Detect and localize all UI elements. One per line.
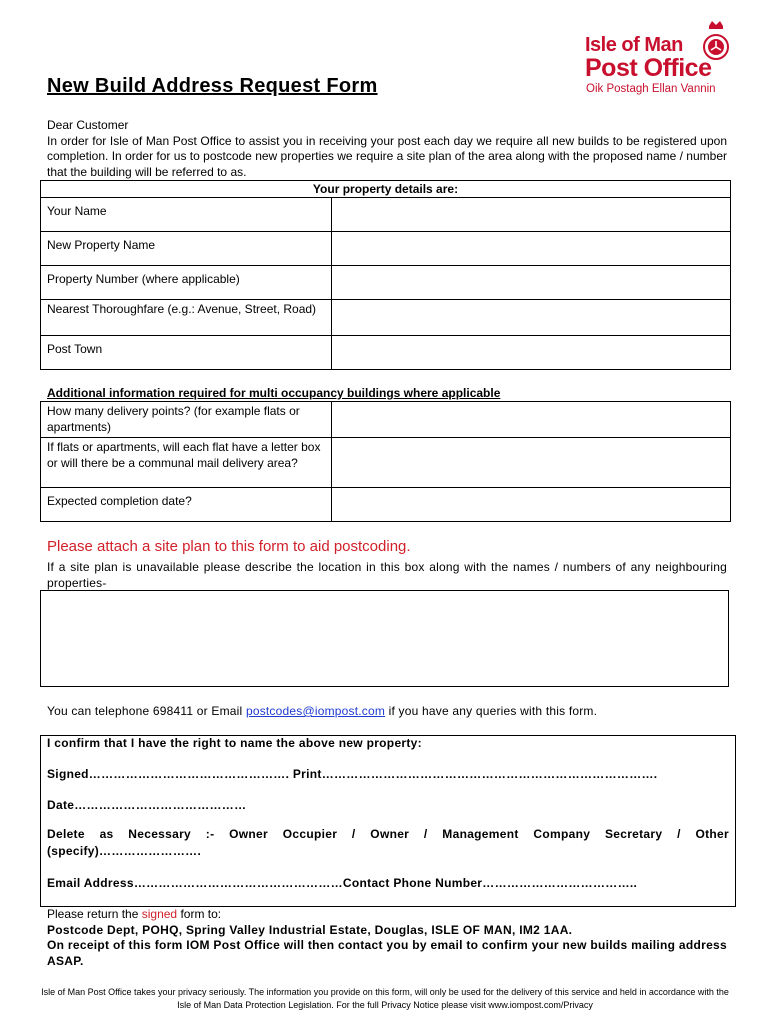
post-office-logo xyxy=(585,20,735,100)
logo-tagline: Oik Postagh Ellan Vannin xyxy=(586,83,716,95)
email-phone-line[interactable]: Email Address……………………………………………Contact Phone Number……………………………….. xyxy=(47,876,638,890)
field-input-thoroughfare[interactable] xyxy=(332,300,731,336)
field-label-your-name: Your Name xyxy=(41,198,332,232)
field-input-completion-date[interactable] xyxy=(332,488,731,522)
multi-occupancy-table xyxy=(40,401,731,522)
contact-text-after: if you have any queries with this form. xyxy=(385,704,598,718)
intro-body: In order for Isle of Man Post Office to assist you in receiving your post each day we require all new builds to be registered upon completion. In order for us to postcode new properties we require a site plan of the area along with the proposed name / number that the building will be referred to as. xyxy=(47,133,727,179)
field-label-post-town: Post Town xyxy=(41,336,332,370)
return-instruction xyxy=(47,907,727,923)
field-input-your-name[interactable] xyxy=(332,198,731,232)
contact-text-before: You can telephone 698411 or Email xyxy=(47,704,246,718)
property-details-table xyxy=(40,180,731,370)
location-description-box[interactable] xyxy=(40,590,729,687)
return-post: form to: xyxy=(177,907,222,921)
field-input-letter-box[interactable] xyxy=(332,438,731,488)
field-label-new-property-name: New Property Name xyxy=(41,232,332,266)
logo-line-1: Isle of Man xyxy=(585,34,683,56)
logo-line-2: Post Office xyxy=(585,54,712,82)
field-input-new-property-name[interactable] xyxy=(332,232,731,266)
confirmation-box xyxy=(40,735,736,907)
confirm-heading: I confirm that I have the right to name the above new property: xyxy=(47,736,422,750)
return-info xyxy=(47,907,727,969)
multi-occupancy-heading: Additional information required for multi occupancy buildings where applicable xyxy=(47,386,501,400)
return-signed: signed xyxy=(141,907,178,921)
field-label-thoroughfare: Nearest Thoroughfare (e.g.: Avenue, Street, Road) xyxy=(41,300,332,336)
delete-as-necessary-line[interactable]: Delete as Necessary :- Owner Occupier / Owner / Management Company Secretary / Other (specify)……………………. xyxy=(47,827,729,858)
field-label-letter-box: If flats or apartments, will each flat have a letter box or will there be a communal mail delivery area? xyxy=(41,438,332,488)
contact-line xyxy=(47,704,597,718)
page-title: New Build Address Request Form xyxy=(47,75,378,97)
privacy-footer: Isle of Man Post Office takes your privacy seriously. The information you provide on this form, will only be used for the delivery of this service and held in accordance with the Isle of Man Data Protection Legislation. For the full Privacy Notice please visit www.iompost.com/Privacy xyxy=(41,987,729,1010)
greeting: Dear Customer xyxy=(47,118,129,132)
signed-print-line[interactable]: Signed…………………………………………. Print………………………………………………………………………. xyxy=(47,767,658,781)
field-input-post-town[interactable] xyxy=(332,336,731,370)
site-plan-description: If a site plan is unavailable please describe the location in this box along with the names / numbers of any neighbouring properties- xyxy=(47,560,727,590)
receipt-note: On receipt of this form IOM Post Office will then contact you by email to confirm your new builds mailing address ASAP. xyxy=(47,938,727,968)
property-details-heading: Your property details are: xyxy=(41,181,731,198)
site-plan-heading: Please attach a site plan to this form to aid postcoding. xyxy=(47,538,411,555)
field-input-delivery-points[interactable] xyxy=(332,402,731,438)
return-pre: Please return the xyxy=(47,907,142,921)
field-label-completion-date: Expected completion date? xyxy=(41,488,332,522)
date-line[interactable]: Date…………………………………… xyxy=(47,798,247,812)
email-link[interactable]: postcodes@iompost.com xyxy=(245,704,386,718)
return-address: Postcode Dept, POHQ, Spring Valley Industrial Estate, Douglas, ISLE OF MAN, IM2 1AA. xyxy=(47,922,573,937)
field-input-property-number[interactable] xyxy=(332,266,731,300)
field-label-property-number: Property Number (where applicable) xyxy=(41,266,332,300)
intro-text xyxy=(47,118,727,180)
field-label-delivery-points: How many delivery points? (for example flats or apartments) xyxy=(41,402,332,438)
